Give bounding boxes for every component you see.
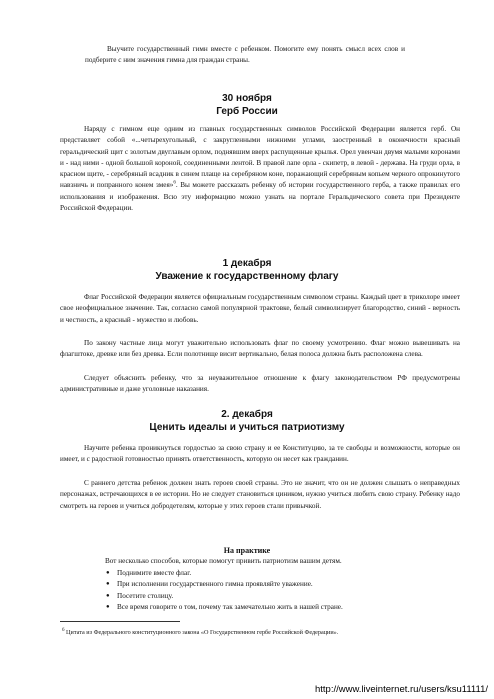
section-date-2-december: 2. декабря [221,409,273,420]
section-date-1-december: 1 декабря [222,258,272,269]
footnote-text: Цитата из Федерального конституционного закона «О Государственном гербе Российской Федерации». [66,629,339,636]
section-title-flag-respect: Уважение к государственному флагу [155,271,339,282]
intro-paragraph: Выучите государственный гимн вместе с ребенком. Помогите ему понять смысл всех слов и подберите с ним значения гимна для граждан страны. [85,45,405,65]
list-item: ● При исполнении государственного гимна проявляйте уважение. [105,579,343,590]
footnote-ref: 6 [173,181,176,187]
list-item: ● Все время говорите о том, почему так замечательно жить в нашей стране. [105,602,343,613]
practice-title: На практике [223,546,271,555]
footnote-divider [60,621,180,622]
flag-paragraph-1: Флаг Российской Федерации является официальным государственным символом страны. Каждый цвет в триколоре имеет свое неофициальное значение. Так, согласно самой популярной трактовке, белый символизирует благородство, синий - верность и честность, а красный - мужество и любовь. [60,293,460,324]
list-item: ● Посетите столицу. [105,591,343,602]
flag-paragraph-3: Следует объяснить ребенку, что за неуважительное отношение к флагу законодательством РФ предусмотрены административные и даже уголовные наказания. [60,374,460,394]
practice-list [105,568,343,613]
section-title-coat-of-arms: Герб России [216,106,278,117]
patriotism-paragraph-1: Научите ребенка проникнуться гордостью за свою страну и ее Конституцию, за те свободы и возможности, которые он имеет, и с радостной готовностью принять ответственность, которую он несет как гражданин. [60,444,460,464]
coat-of-arms-text-a: Наряду с гимном еще одним из главных государственных символов Российской Федерации является герб. Он представляет собой «...четырехугольный, с закругленными нижними углами, заостренный в оконечности красный геральдический щит с золотым двуглавым орлом, поднявшим вверх распущенные крылья. Орел увенчан двумя малыми коронами и - над ними - одной большой короной, соединенными лентой. В правой лапе орла - скипетр, в левой - держава. На груди орла, в красном щите, - серебряный всадник в синем плаще на серебряном коне, поражающий серебряным копьем черного опрокинутого навзничь и попранного конем змея» [60,125,460,190]
patriotism-paragraph-2: С раннего детства ребенок должен знать героев своей страны. Это не значит, что он не должен слышать о неправедных персонажах, встречающихся в ее истории. Но не следует становиться циником, нужно учиться любить свою страну. Ребенку надо смотреть на героев и учиться добродетелям, которые у этих героев стали привычкой. [60,479,460,510]
list-item: ● Поднимите вместе флаг. [105,568,343,579]
coat-of-arms-text-b: . Вы можете рассказать ребенку об истории государственного герба, а также правилах его использования и изображения. Всю эту информацию можно узнать на портале Геральдического совета при Президенте Российской Федерации. [60,181,460,213]
source-watermark: http://www.liveinternet.ru/users/ksu11111/ [314,684,488,695]
flag-paragraph-2: По закону частные лица могут уважительно использовать флаг по своему усмотрению. Флаг можно вывешивать на флагштоке, древке или без древка. Если полотнище висит вертикально, белая полоса должна быть расположена слева. [60,339,460,359]
coat-of-arms-paragraph [60,124,460,248]
section-title-patriotism: Ценить идеалы и учиться патриотизму [149,422,345,433]
section-date-30-november: 30 ноября [222,93,272,104]
footnote-number: 6 [62,627,65,633]
practice-lead: Вот несколько способов, которые помогут привить патриотизм вашим детям. [105,557,342,565]
footnote [62,628,462,637]
